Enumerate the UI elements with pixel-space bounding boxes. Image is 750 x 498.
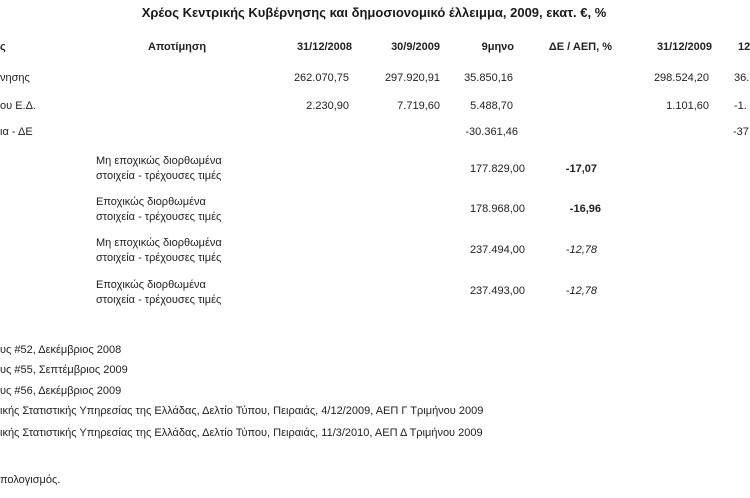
- subrow-label-line1: Εποχικώς διορθωμένα: [96, 196, 206, 208]
- subrow-value: 177.829,00: [469, 163, 525, 175]
- subrow-value: 237.494,00: [469, 244, 525, 256]
- row-value: 36.: [734, 72, 750, 84]
- table-title: Χρέος Κεντρικής Κυβέρνησης και δημοσιονομικό έλλειμμα, 2009, εκατ. €, %: [141, 5, 607, 20]
- header-9-months: 9μηνο: [481, 41, 514, 53]
- source-note: ικής Στατιστικής Υπηρεσίας της Ελλάδας, Δελτίο Τύπου, Πειραιάς, 4/12/2009, ΑΕΠ Γ Τριμήνου 2009: [0, 405, 484, 417]
- row-label: ια - ΔΕ: [0, 126, 33, 138]
- header-label-cut: ς: [0, 41, 6, 53]
- subrow-label-line2: στοιχεία - τρέχουσες τιμές: [96, 170, 222, 182]
- row-value: 1.101,60: [666, 100, 709, 112]
- calculation-note: πολογισμός.: [0, 474, 61, 486]
- row-value: -1.: [734, 100, 747, 112]
- row-value: -37: [733, 126, 749, 138]
- header-deficit-gdp: ΔΕ / ΑΕΠ, %: [548, 41, 612, 53]
- subrow-label-line1: Εποχικώς διορθωμένα: [96, 279, 206, 291]
- source-note: ικής Στατιστικής Υπηρεσίας της Ελλάδας, Δελτίο Τύπου, Πειραιάς, 11/3/2010, ΑΕΠ Δ Τριμήνου 2009: [0, 427, 483, 439]
- header-valuation: Αποτίμηση: [148, 41, 207, 53]
- row-value: -30.361,46: [465, 126, 518, 138]
- row-value: 2.230,90: [306, 100, 349, 112]
- subrow-label-line2: στοιχεία - τρέχουσες τιμές: [96, 211, 222, 223]
- source-note: υς #56, Δεκέμβριος 2009: [0, 385, 122, 397]
- subrow-ratio: -12,78: [565, 285, 597, 297]
- row-value: 7.719,60: [397, 100, 440, 112]
- subrow-value: 178.968,00: [469, 203, 525, 215]
- header-12-cut: 12: [738, 41, 750, 53]
- subrow-ratio: -17,07: [565, 163, 597, 175]
- subrow-label-line2: στοιχεία - τρέχουσες τιμές: [96, 252, 222, 264]
- subrow-value: 237.493,00: [469, 285, 525, 297]
- subrow-label-line2: στοιχεία - τρέχουσες τιμές: [96, 294, 222, 306]
- header-date-2008: 31/12/2008: [296, 41, 352, 53]
- row-label: ου Ε.Δ.: [0, 100, 36, 112]
- source-note: υς #52, Δεκέμβριος 2008: [0, 344, 122, 356]
- subrow-label-line1: Μη εποχικώς διορθωμένα: [96, 155, 222, 167]
- subrow-ratio: -12,78: [565, 244, 597, 256]
- row-value: 298.524,20: [653, 72, 709, 84]
- row-value: 35.850,16: [464, 72, 513, 84]
- subrow-label-line1: Μη εποχικώς διορθωμένα: [96, 237, 222, 249]
- subrow-ratio: -16,96: [569, 203, 601, 215]
- row-value: 262.070,75: [293, 72, 349, 84]
- source-note: υς #55, Σεπτέμβριος 2009: [0, 364, 128, 376]
- header-date-2009: 31/12/2009: [656, 41, 712, 53]
- row-value: 5.488,70: [470, 100, 513, 112]
- header-date-sep-2009: 30/9/2009: [391, 41, 440, 53]
- row-label: νησης: [0, 72, 30, 84]
- row-value: 297.920,91: [384, 72, 440, 84]
